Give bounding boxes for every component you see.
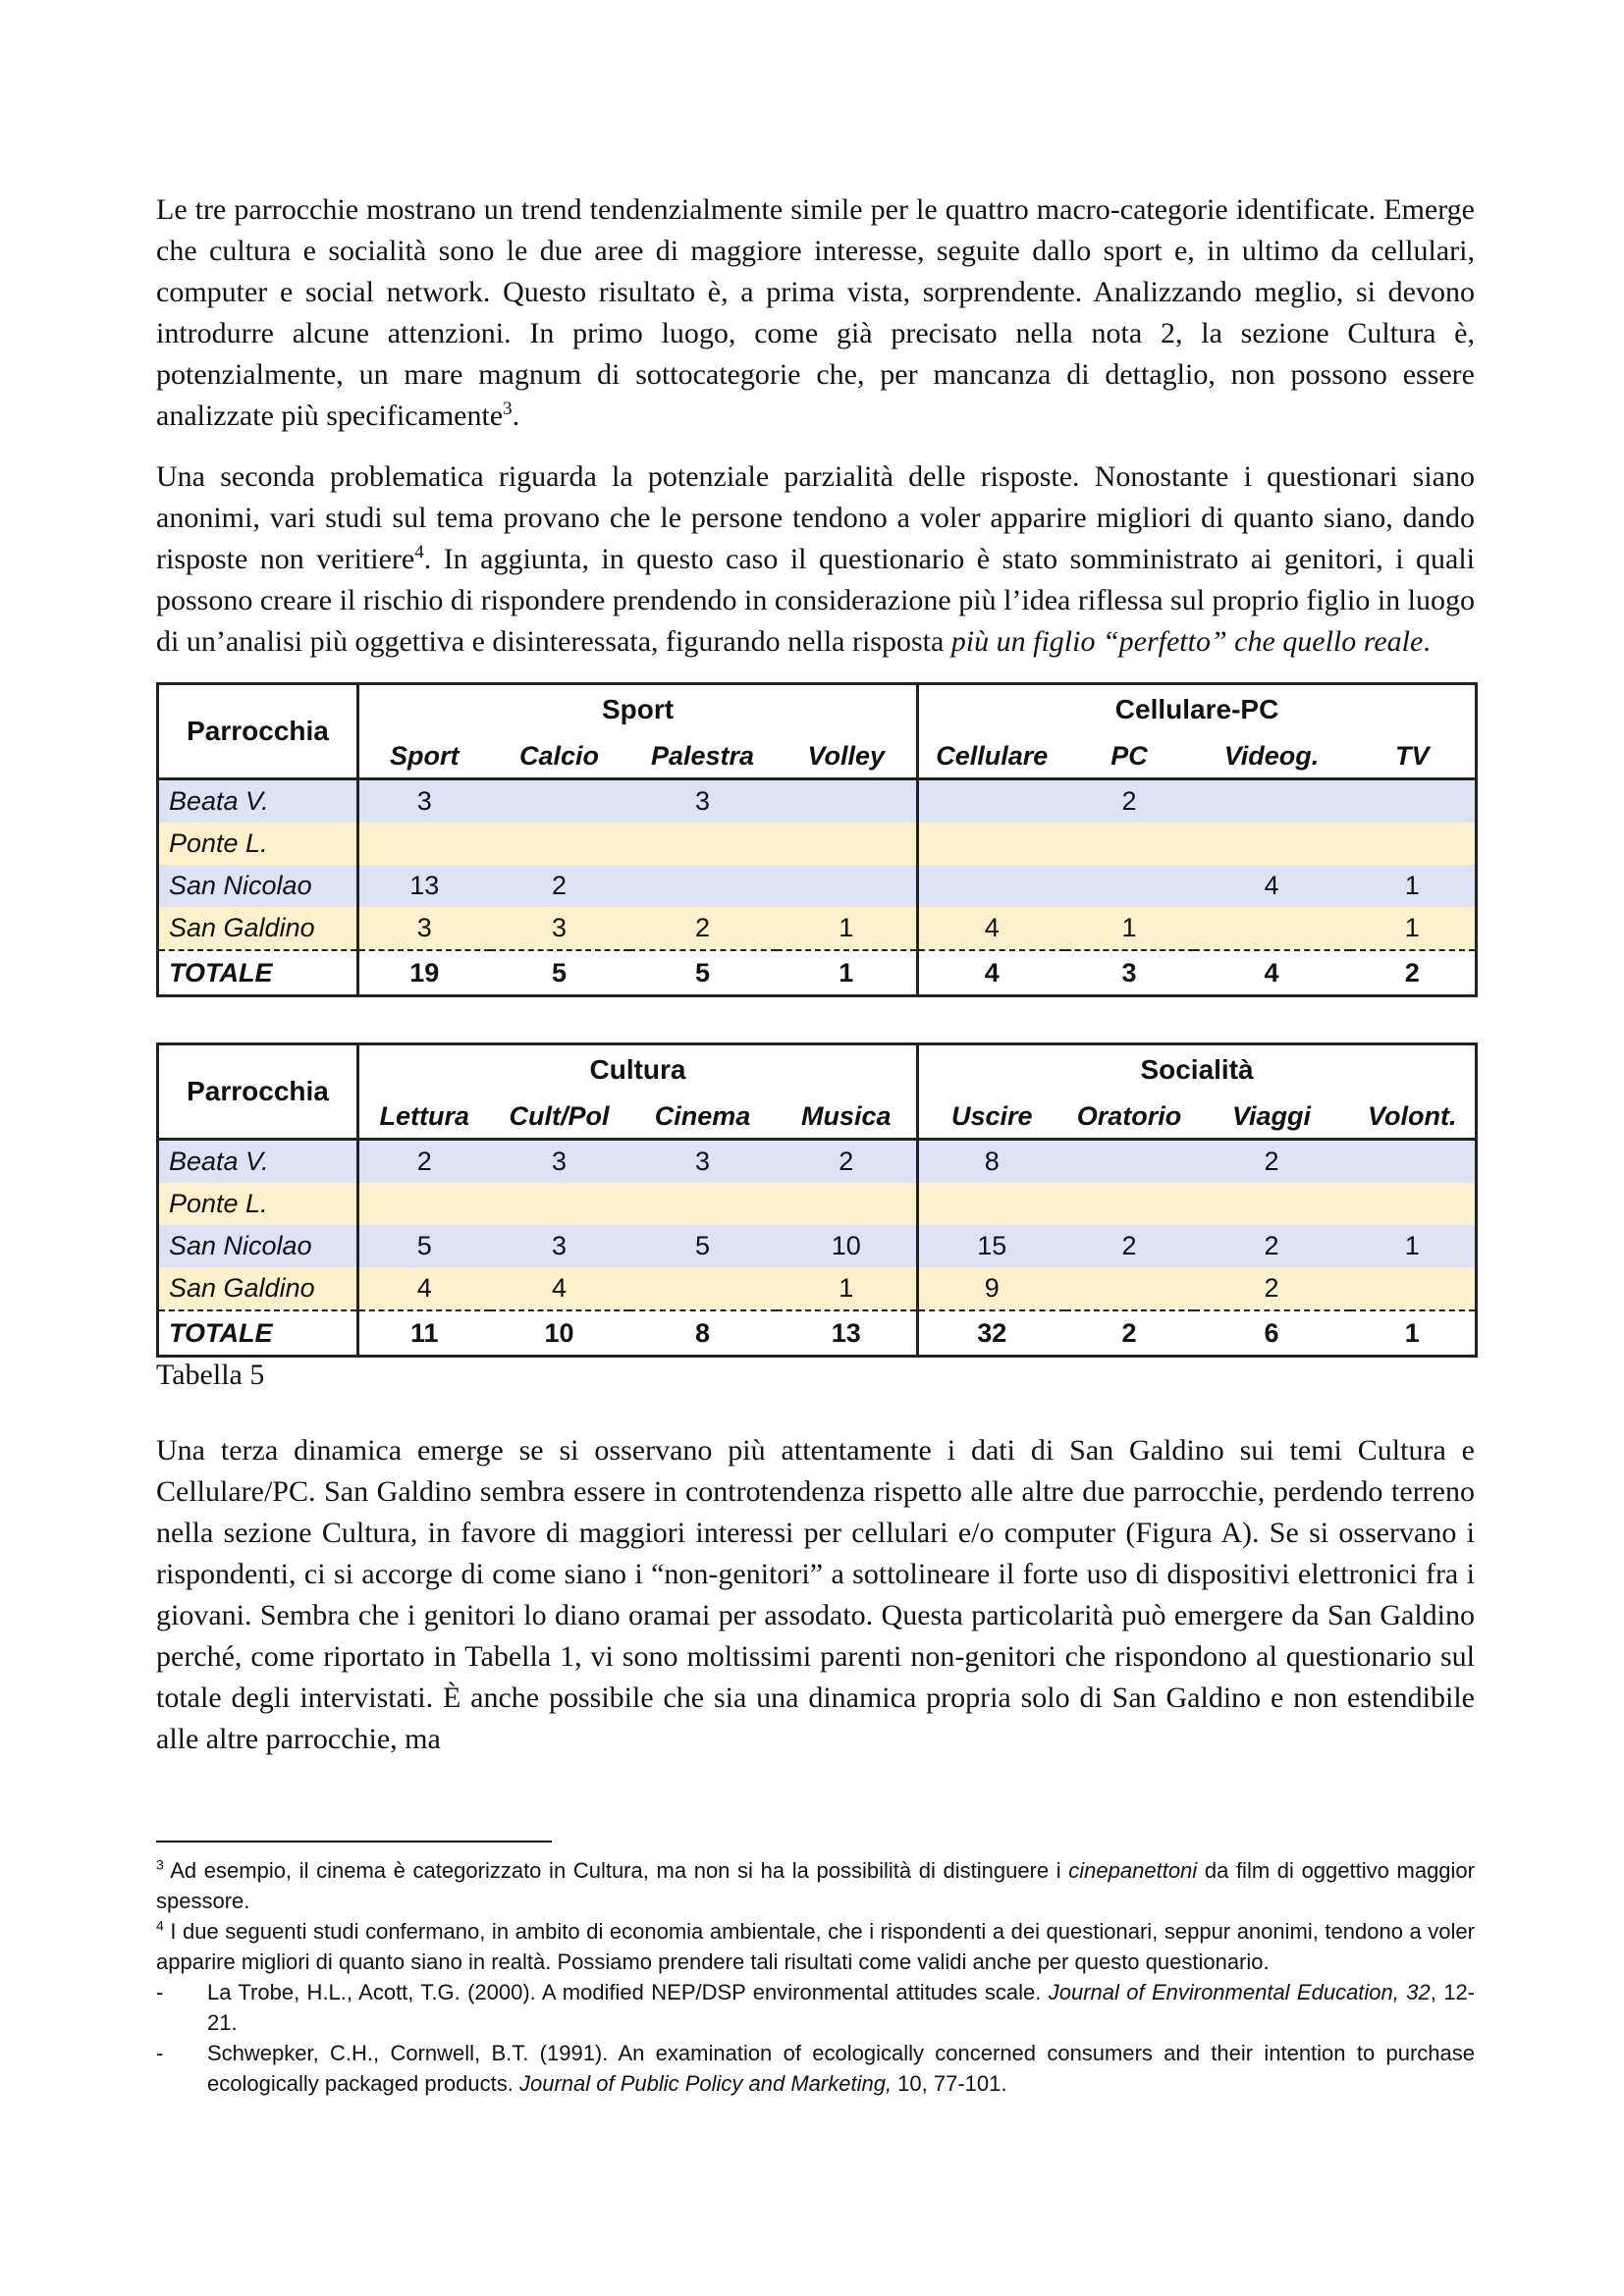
table-row [158, 907, 1477, 950]
total-cell: 2 [1404, 957, 1420, 988]
reference-text [207, 1977, 1475, 2038]
total-cell: 19 [358, 950, 490, 996]
group-header-cultura: Cultura [358, 1044, 918, 1095]
reference-dash: - [156, 2041, 164, 2065]
total-cell: 3 [1121, 957, 1137, 988]
reference-authors: Schwepker, C.H., Cornwell, B.T. (1991). An examination of ecologically concerned consumers and their intention to purchase ecologically packaged products. [207, 2041, 1475, 2096]
cell [1194, 779, 1350, 824]
table-row [158, 1267, 1477, 1310]
total-cell: 10 [544, 1317, 574, 1348]
cell: 1 [777, 1267, 918, 1310]
paragraph-3: Una terza dinamica emerge se si osservano più attentamente i dati di San Galdino sui temi Cultura e Cellulare/PC. San Galdino sembra essere in controtendenza rispetto alle altre due parrocchie, perdendo terreno nella sezione Cultura, in favore di maggiori interessi per cellulari e/o computer (Figura A). Se si osservano i rispondenti, ci si accorge di come siano i “non-genitori” a sottolineare il forte uso di dispositivi elettronici fra i giovani. Sembra che i genitori lo diano oramai per assodato. Questa particolarità può emergere da San Galdino perché, come riportato in Tabella 1, vi sono moltissimi parenti non-genitori che rispondono al questionario sul totale degli intervistati. È anche possibile che sia una dinamica propria solo di San Galdino e non estendibile alle altre parrocchie, ma [156, 1434, 1475, 1755]
row-name: San Galdino [158, 907, 358, 950]
column-header: Cinema [629, 1095, 777, 1140]
footnote-4-text: I due seguenti studi confermano, in ambito di economia ambientale, che i rispondenti a dei questionari, seppur anonimi, tendono a voler apparire migliori di quanto siano in realtà. Possiamo prendere tali risultati come validi anche per questo questionario. [156, 1919, 1475, 1974]
cell [490, 779, 629, 824]
total-cell: 1 [1404, 1317, 1420, 1348]
table-row [158, 823, 1477, 865]
total-cell: 2 [1121, 1317, 1137, 1348]
column-header: Volley [777, 734, 918, 779]
cell [918, 1183, 1065, 1225]
reference-text [207, 2038, 1475, 2099]
footnote-3-text-b: da film di oggettivo maggior spessore. [156, 1858, 1475, 1913]
cell [1350, 823, 1477, 865]
reference-authors: La Trobe, H.L., Acott, T.G. (2000). A modified NEP/DSP environmental attitudes scale. [207, 1980, 1049, 2004]
paragraph-1 [156, 189, 1475, 437]
cell: 1 [777, 907, 918, 950]
cell [358, 823, 490, 865]
cell: 2 [629, 907, 777, 950]
row-name: Beata V. [158, 779, 358, 824]
column-header: Palestra [629, 734, 777, 779]
row-name: Beata V. [158, 1140, 358, 1184]
column-header: Sport [358, 734, 490, 779]
header-parrocchia: Parrocchia [158, 684, 358, 779]
cell [1065, 1140, 1194, 1184]
reference-pages: , 12-21. [207, 1980, 1476, 2035]
paragraph-2-end: . [1423, 625, 1431, 658]
cell: 9 [918, 1267, 1065, 1310]
column-header: TV [1350, 734, 1477, 779]
table-caption: Tabella 5 [156, 1359, 265, 1391]
table-row [158, 1225, 1477, 1267]
paragraph-2 [156, 456, 1475, 663]
reference-dash: - [156, 1980, 164, 2004]
cell: 3 [629, 779, 777, 824]
total-cell: 6 [1264, 1317, 1279, 1348]
footnote-3-text-a: Ad esempio, il cinema è categorizzato in Cultura, ma non si ha la possibilità di distinguere i [163, 1858, 1069, 1883]
cell [918, 823, 1065, 865]
cell: 2 [358, 1140, 490, 1184]
reference-journal: Journal of Environmental Education, 32 [1048, 1980, 1431, 2004]
row-name: San Nicolao [158, 865, 358, 907]
reference-item [156, 1977, 1475, 2038]
group-header-socialita: Socialità [918, 1044, 1477, 1095]
column-header: Cult/Pol [490, 1095, 629, 1140]
reference-pages: 10, 77-101. [892, 2071, 1007, 2096]
cell: 4 [1194, 865, 1350, 907]
cell: 1 [1350, 907, 1477, 950]
cell [777, 779, 918, 824]
footnote-ref-3[interactable]: 3 [503, 399, 513, 419]
total-cell: 1 [839, 957, 854, 988]
column-header: Lettura [358, 1095, 490, 1140]
table-row [158, 1183, 1477, 1225]
cell: 4 [918, 907, 1065, 950]
cell [1065, 823, 1194, 865]
cell: 3 [490, 1225, 629, 1267]
cell [1194, 1183, 1350, 1225]
cell: 5 [629, 1225, 777, 1267]
column-header: Viaggi [1194, 1095, 1350, 1140]
cell: 3 [490, 907, 629, 950]
cell: 3 [490, 1140, 629, 1184]
cell [629, 823, 777, 865]
cell [1350, 1267, 1477, 1310]
column-header: Calcio [490, 734, 629, 779]
paragraph-2-italic: più un figlio “perfetto” che quello reale [950, 625, 1424, 658]
cell [918, 779, 1065, 824]
footnote-ref-4[interactable]: 4 [414, 542, 424, 562]
cell: 1 [1065, 907, 1194, 950]
total-cell: 4 [918, 950, 1065, 996]
column-header: PC [1065, 734, 1194, 779]
column-header: Videog. [1194, 734, 1350, 779]
cell: 2 [490, 865, 629, 907]
cell: 2 [1194, 1267, 1350, 1310]
cell: 15 [918, 1225, 1065, 1267]
footnote-4 [156, 1916, 1475, 1977]
total-label: TOTALE [169, 957, 273, 988]
row-name: San Nicolao [158, 1225, 358, 1267]
group-header-cellulare-pc: Cellulare-PC [918, 684, 1477, 735]
total-cell: 8 [694, 1317, 711, 1348]
cell: 8 [918, 1140, 1065, 1184]
cell [1350, 779, 1477, 824]
total-cell: 13 [831, 1317, 861, 1348]
cell [1194, 907, 1350, 950]
cell: 1 [1350, 865, 1477, 907]
total-cell: 32 [918, 1310, 1065, 1357]
cell [490, 1183, 629, 1225]
cell [1350, 1183, 1477, 1225]
table-total-row [158, 950, 1477, 996]
footnote-number: 4 [156, 1917, 164, 1934]
table-row [158, 1140, 1477, 1184]
column-header: Uscire [918, 1095, 1065, 1140]
reference-journal: Journal of Public Policy and Marketing, [518, 2071, 893, 2096]
footnote-separator [156, 1841, 552, 1842]
footnote-3 [156, 1855, 1475, 1916]
column-header: Volont. [1350, 1095, 1477, 1140]
total-label: TOTALE [169, 1317, 273, 1348]
cell [777, 865, 918, 907]
cell: 3 [629, 1140, 777, 1184]
header-parrocchia: Parrocchia [158, 1044, 358, 1140]
reference-item [156, 2038, 1475, 2099]
cell [490, 823, 629, 865]
total-cell: 5 [694, 957, 711, 988]
cell [777, 1183, 918, 1225]
cell [358, 1183, 490, 1225]
footnotes [156, 1855, 1475, 2099]
table-sport-cellulare [156, 682, 1478, 997]
column-header: Oratorio [1065, 1095, 1194, 1140]
total-cell: 5 [551, 957, 568, 988]
document-page [156, 189, 1475, 1780]
paragraph-1-text: Le tre parrocchie mostrano un trend tendenzialmente simile per le quattro macro-categorie identificate. Emerge che cultura e socialità sono le due aree di maggiore interesse, seguite dallo sport e, in ultimo da cellulari, computer e social network. Questo risultato è, a prima vista, sorprendente. Analizzando meglio, si devono introdurre alcune attenzioni. In primo luogo, come già precisato nella nota 2, la sezione Cultura è, potenzialmente, un mare magnum di sottocategorie che, per mancanza di dettaglio, non possono essere analizzate più specificamente [156, 193, 1475, 432]
cell [918, 865, 1065, 907]
row-name: San Galdino [158, 1267, 358, 1310]
table-total-row [158, 1310, 1477, 1357]
footnote-3-italic: cinepanettoni [1068, 1858, 1198, 1883]
cell: 3 [358, 907, 490, 950]
cell [777, 823, 918, 865]
cell: 2 [1065, 1225, 1194, 1267]
footnote-number: 3 [156, 1856, 164, 1873]
paragraph-2-text-a: Una seconda problematica riguarda la potenziale parzialità delle risposte. Nonostante i questionari siano anonimi, vari studi sul tema provano che le persone tendono a voler apparire migliori di quanto siano, dando risposte non veritiere [156, 460, 1475, 575]
cell: 1 [1350, 1225, 1477, 1267]
cell: 2 [1065, 779, 1194, 824]
cell: 4 [490, 1267, 629, 1310]
table-row [158, 865, 1477, 907]
cell [1065, 1183, 1194, 1225]
row-name: Ponte L. [158, 1183, 358, 1225]
cell: 3 [358, 779, 490, 824]
cell: 2 [777, 1140, 918, 1184]
cell: 13 [358, 865, 490, 907]
table-cultura-socialita [156, 1042, 1478, 1358]
paragraph-1-end: . [512, 400, 520, 432]
cell [629, 1183, 777, 1225]
cell [1065, 1267, 1194, 1310]
cell: 2 [1194, 1225, 1350, 1267]
paragraph-2-text-b: . In aggiunta, in questo caso il questionario è stato somministrato ai genitori, i quali possono creare il rischio di rispondere prendendo in considerazione più l’idea riflessa sul proprio figlio in luogo di un’analisi più oggettiva e disinteressata, figurando nella risposta [156, 543, 1475, 658]
row-name: Ponte L. [158, 823, 358, 865]
cell [1065, 865, 1194, 907]
column-header: Musica [777, 1095, 918, 1140]
cell: 10 [777, 1225, 918, 1267]
cell: 2 [1194, 1140, 1350, 1184]
cell [1194, 823, 1350, 865]
cell: 4 [358, 1267, 490, 1310]
total-cell: 4 [1264, 957, 1279, 988]
table-row [158, 779, 1477, 824]
column-header: Cellulare [918, 734, 1065, 779]
group-header-sport: Sport [358, 684, 918, 735]
cell [629, 865, 777, 907]
total-cell: 11 [358, 1310, 490, 1357]
cell [629, 1267, 777, 1310]
cell: 5 [358, 1225, 490, 1267]
cell [1350, 1140, 1477, 1184]
